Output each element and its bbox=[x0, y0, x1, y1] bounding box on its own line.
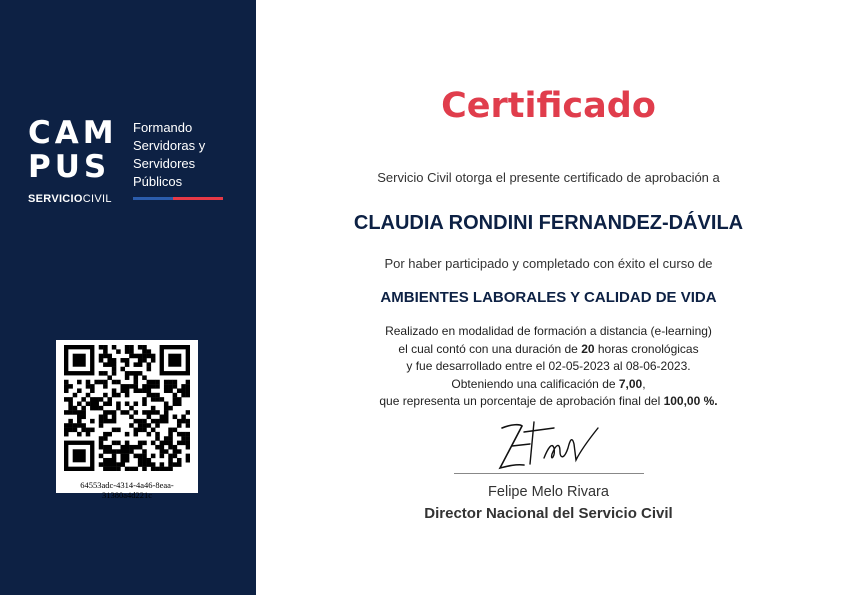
details-line-duration bbox=[256, 341, 841, 359]
course-details bbox=[256, 323, 841, 411]
sidebar-panel bbox=[0, 0, 256, 595]
duration-hours: 20 bbox=[581, 341, 595, 356]
qr-code-box bbox=[56, 340, 198, 500]
tagline-line: Servidores bbox=[133, 156, 196, 171]
details-line-percentage bbox=[256, 393, 841, 411]
qr-code-id: 64553adc-4314-4a46-8eaa-31380a4d221c bbox=[80, 480, 174, 500]
tagline-line: Servidoras y bbox=[133, 138, 206, 153]
logo-word-row2: PUS bbox=[28, 149, 111, 185]
duration-text-end: horas cronológicas bbox=[594, 341, 699, 356]
logo-tagline bbox=[133, 119, 205, 191]
signer-title: Director Nacional del Servicio Civil bbox=[424, 505, 673, 522]
certificate-reason: Por haber participado y completado con éxito el curso de bbox=[384, 256, 713, 271]
certificate-intro: Servicio Civil otorga el presente certificado de aprobación a bbox=[377, 170, 720, 185]
logo-word-row1: CAM bbox=[28, 115, 118, 151]
certificate-title: Certificado bbox=[441, 86, 656, 126]
details-line-dates: y fue desarrollado entre el 02-05-2023 al 08-06-2023. bbox=[406, 359, 691, 373]
recipient-name: CLAUDIA RONDINI FERNANDEZ-DÁVILA bbox=[353, 212, 744, 234]
logo-subtitle bbox=[28, 193, 112, 205]
certificate-body bbox=[256, 0, 841, 595]
duration-text: el cual contó con una duración de bbox=[398, 341, 582, 356]
logo-wordmark bbox=[28, 116, 118, 184]
course-name: AMBIENTES LABORALES Y CALIDAD DE VIDA bbox=[380, 289, 717, 306]
grade-text: Obteniendo una calificación de bbox=[451, 376, 619, 391]
percentage-value: 100,00 %. bbox=[663, 394, 718, 408]
details-line-grade bbox=[256, 376, 841, 394]
qr-code-icon bbox=[64, 345, 190, 471]
tagline-line: Públicos bbox=[133, 174, 183, 189]
details-line-modality: Realizado en modalidad de formación a distancia (e-learning) bbox=[385, 324, 712, 338]
logo-subtitle-bold: SERVICIO bbox=[28, 193, 83, 205]
logo-bar-red bbox=[173, 197, 223, 200]
signature-icon bbox=[494, 418, 604, 474]
logo-bar-blue bbox=[133, 197, 173, 200]
campus-logo bbox=[28, 116, 228, 216]
signature-line bbox=[454, 473, 644, 474]
tagline-line: Formando bbox=[133, 120, 193, 135]
signer-name: Felipe Melo Rivara bbox=[488, 484, 609, 500]
logo-subtitle-regular: CIVIL bbox=[82, 193, 112, 205]
percentage-text: que representa un porcentaje de aprobación final del bbox=[379, 394, 664, 408]
grade-text-end: , bbox=[642, 376, 646, 391]
logo-color-bar bbox=[133, 197, 223, 200]
grade-value: 7,00 bbox=[618, 376, 643, 391]
